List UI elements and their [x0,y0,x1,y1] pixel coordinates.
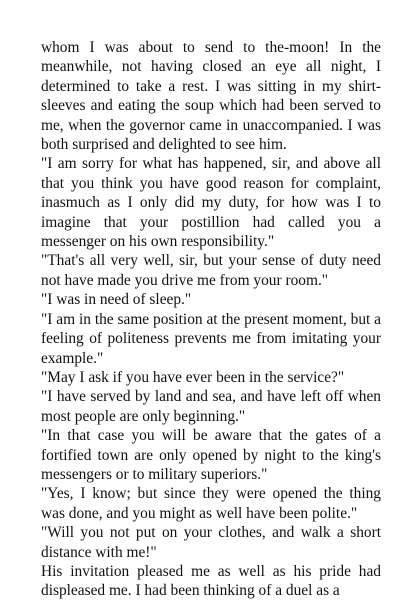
paragraph: "Yes, I know; but since they were opened the thing was done, and you might as well have been polite." [41,485,381,522]
paragraph: "May I ask if you have ever been in the service?" [41,368,345,386]
paragraph: "In that case you will be aware that the gates of a fortified town are only opened by night to the king's messengers or to military superiors." [41,427,381,483]
paragraph: "I am in the same position at the present moment, but a feeling of politeness prevents me from imitating your example." [41,310,381,367]
page-text [41,38,381,601]
paragraph: "I was in need of sleep." [41,291,192,309]
paragraph: "I have served by land and sea, and have left off when most people are only beginning." [41,388,381,425]
paragraph: "I am sorry for what has happened, sir, and above all that you think you have good reason for complaint, inasmuch as I only did my duty, for how was I to imagine that your postillion had called you a messenger on his own responsibility." [41,155,381,251]
paragraph: His invitation pleased me as well as his pride had displeased me. I had been thinking of a duel as a [41,562,381,600]
paragraph: "Will you not put on your clothes, and walk a short distance with me!" [41,524,381,561]
paragraph: "That's all very well, sir, but your sense of duty need not have made you drive me from your room." [41,252,381,289]
paragraph: whom I was about to send to the-moon! In the meanwhile, not having closed an eye all night, I determined to take a rest. I was sitting in my shirt-sleeves and eating the soup which had been served to me, when the governor came in unaccompanied. I was both surprised and delighted to see him. [41,39,381,154]
